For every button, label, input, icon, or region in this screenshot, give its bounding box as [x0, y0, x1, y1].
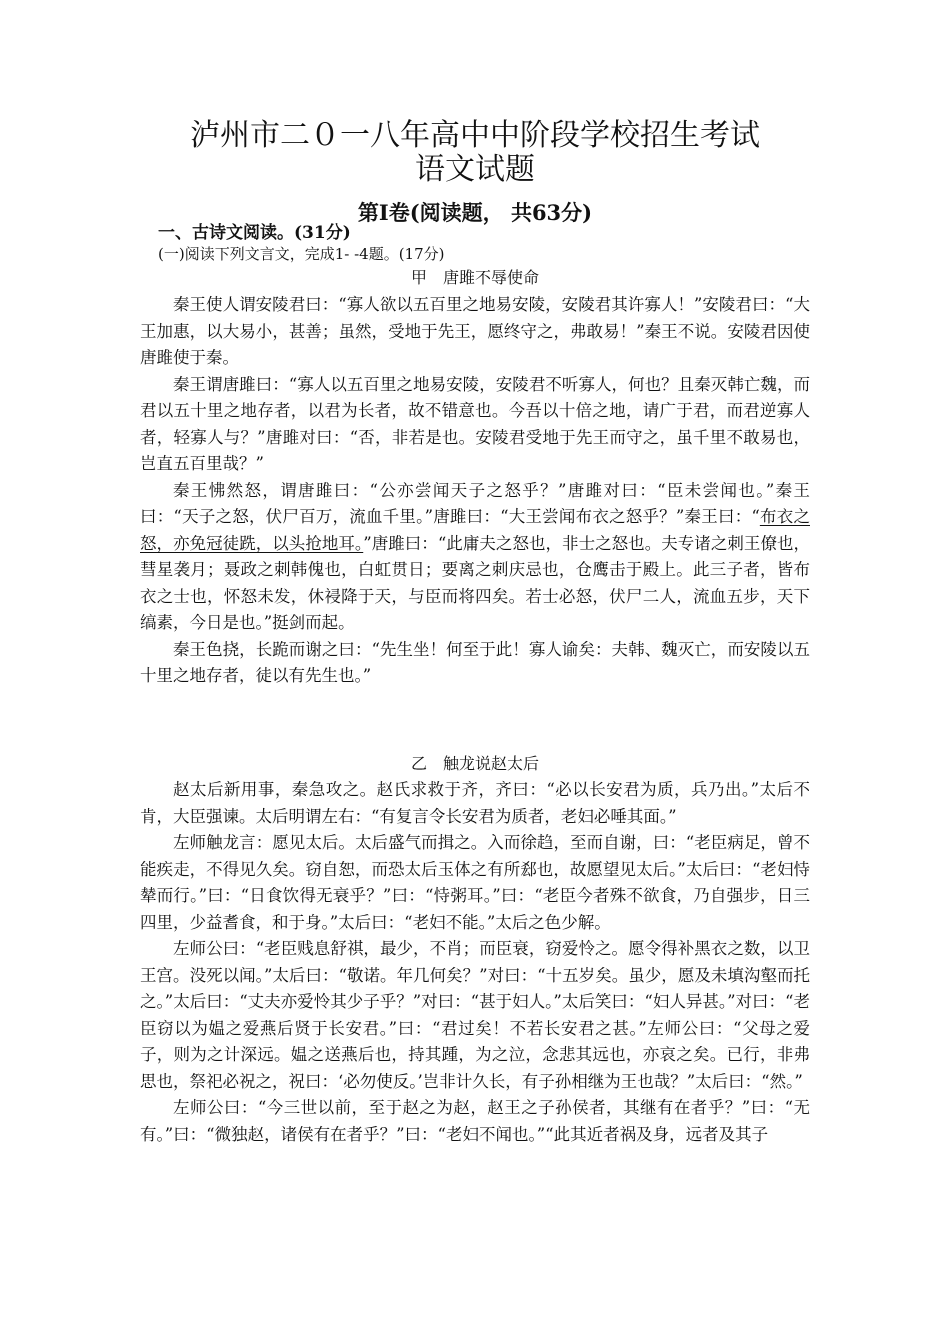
passage-a-paragraph-1: 秦王使人谓安陵君曰：“寡人欲以五百里之地易安陵，安陵君其许寡人！”安陵君曰：“大王加惠，以大易小，甚善；虽然，受地于先王，愿终守之，弗敢易！”秦王不说。安陵君因使唐雎使于秦。 [140, 295, 810, 367]
passage-a-paragraph-3 [140, 478, 810, 637]
paragraph-text: 秦王怫然怒，谓唐雎曰：“公亦尝闻天子之怒乎？”唐雎对曰：“臣未尝闻也。”秦王曰：“天子之怒，伏尸百万，流血千里。”唐雎曰：“大王尝闻布衣之怒乎？”秦王曰：“ [140, 480, 810, 526]
passage-b-body [140, 777, 810, 1148]
passage-a-body [140, 292, 810, 690]
passage-b-paragraph-4: 左师公曰：“今三世以前，至于赵之为赵，赵王之子孙侯者，其继有在者乎？”曰：“无有。”曰：“微独赵，诸侯有在者乎？”曰：“老妇不闻也。”“此其近者祸及身，远者及其子 [140, 1098, 810, 1144]
exam-subject-title: 语文试题 [415, 152, 535, 187]
volume-title: 第Ⅰ卷(阅读题， 共63分) [357, 200, 593, 225]
passage-a-title: 甲 唐雎不辱使命 [410, 268, 539, 287]
passage-b-paragraph-1: 赵太后新用事，秦急攻之。赵氏求救于齐，齐曰：“必以长安君为质，兵乃出。”太后不肯，大臣强谏。太后明谓左右：“有复言令长安君为质者，老妇必唾其面。” [140, 780, 810, 826]
underlined-sentence: 布衣之怒，亦免冠徒跣，以头抢地耳。 [140, 507, 810, 553]
section-heading: 一、古诗文阅读。(31分) [158, 223, 351, 243]
passage-b-paragraph-3: 左师公曰：“老臣贱息舒祺，最少，不肖；而臣衰，窃爱怜之。愿令得补黑衣之数，以卫王宫。没死以闻。”太后曰：“敬诺。年几何矣？”对曰：“十五岁矣。虽少，愿及未填沟壑而托之。”太后曰：“丈夫亦爱怜其少子乎？”对曰：“甚于妇人。”太后笑曰：“妇人异甚。”对曰：“老臣窃以为媪之爱燕后贤于长安君。”曰：“君过矣！不若长安君之甚。”左师公曰：“父母之爱子，则为之计深远。媪之送燕后也，持其踵，为之泣，念悲其远也，亦哀之矣。已行，非弗思也，祭祀必祝之，祝曰：‘必勿使反。’岂非计久长，有子孙相继为王也哉？”太后曰：“然。” [140, 939, 810, 1091]
exam-title: 泸州市二０一八年高中中阶段学校招生考试 [190, 118, 760, 153]
paragraph-text: ”唐雎曰：“此庸夫之怒也，非士之怒也。夫专诸之刺王僚也，彗星袭月；聂政之刺韩傀也，白虹贯日；要离之刺庆忌也，仓鹰击于殿上。此三子者，皆布衣之士也，怀怒未发，休祲降于天，与臣而将四矣。若士必怒，伏尸二人，流血五步，天下缟素，今日是也。”挺剑而起。 [140, 533, 811, 632]
passage-b-title: 乙 触龙说赵太后 [410, 754, 539, 773]
passage-b-paragraph-2: 左师触龙言：愿见太后。太后盛气而揖之。入而徐趋，至而自谢，曰：“老臣病足，曾不能疾走，不得见久矣。窃自恕，而恐太后玉体之有所郄也，故愿望见太后。”太后曰：“老妇恃辇而行。”曰：“日食饮得无衰乎？”曰：“恃粥耳。”曰：“老臣今者殊不欲食，乃自强步，日三四里，少益耆食，和于身。”太后曰：“老妇不能。”太后之色少解。 [140, 833, 810, 932]
passage-a-paragraph-4: 秦王色挠，长跪而谢之曰：“先生坐！何至于此！寡人谕矣：夫韩、魏灭亡，而安陵以五十里之地存者，徒以有先生也。” [140, 639, 810, 685]
section-subheading: (一)阅读下列文言文，完成1- -4题。(17分) [158, 245, 445, 263]
passage-a-paragraph-2: 秦王谓唐雎曰：“寡人以五百里之地易安陵，安陵君不听寡人，何也？且秦灭韩亡魏，而君以五十里之地存者，以君为长者，故不错意也。今吾以十倍之地，请广于君，而君逆寡人者，轻寡人与？”唐雎对曰：“否，非若是也。安陵君受地于先王而守之，虽千里不敢易也，岂直五百里哉？” [140, 374, 810, 473]
